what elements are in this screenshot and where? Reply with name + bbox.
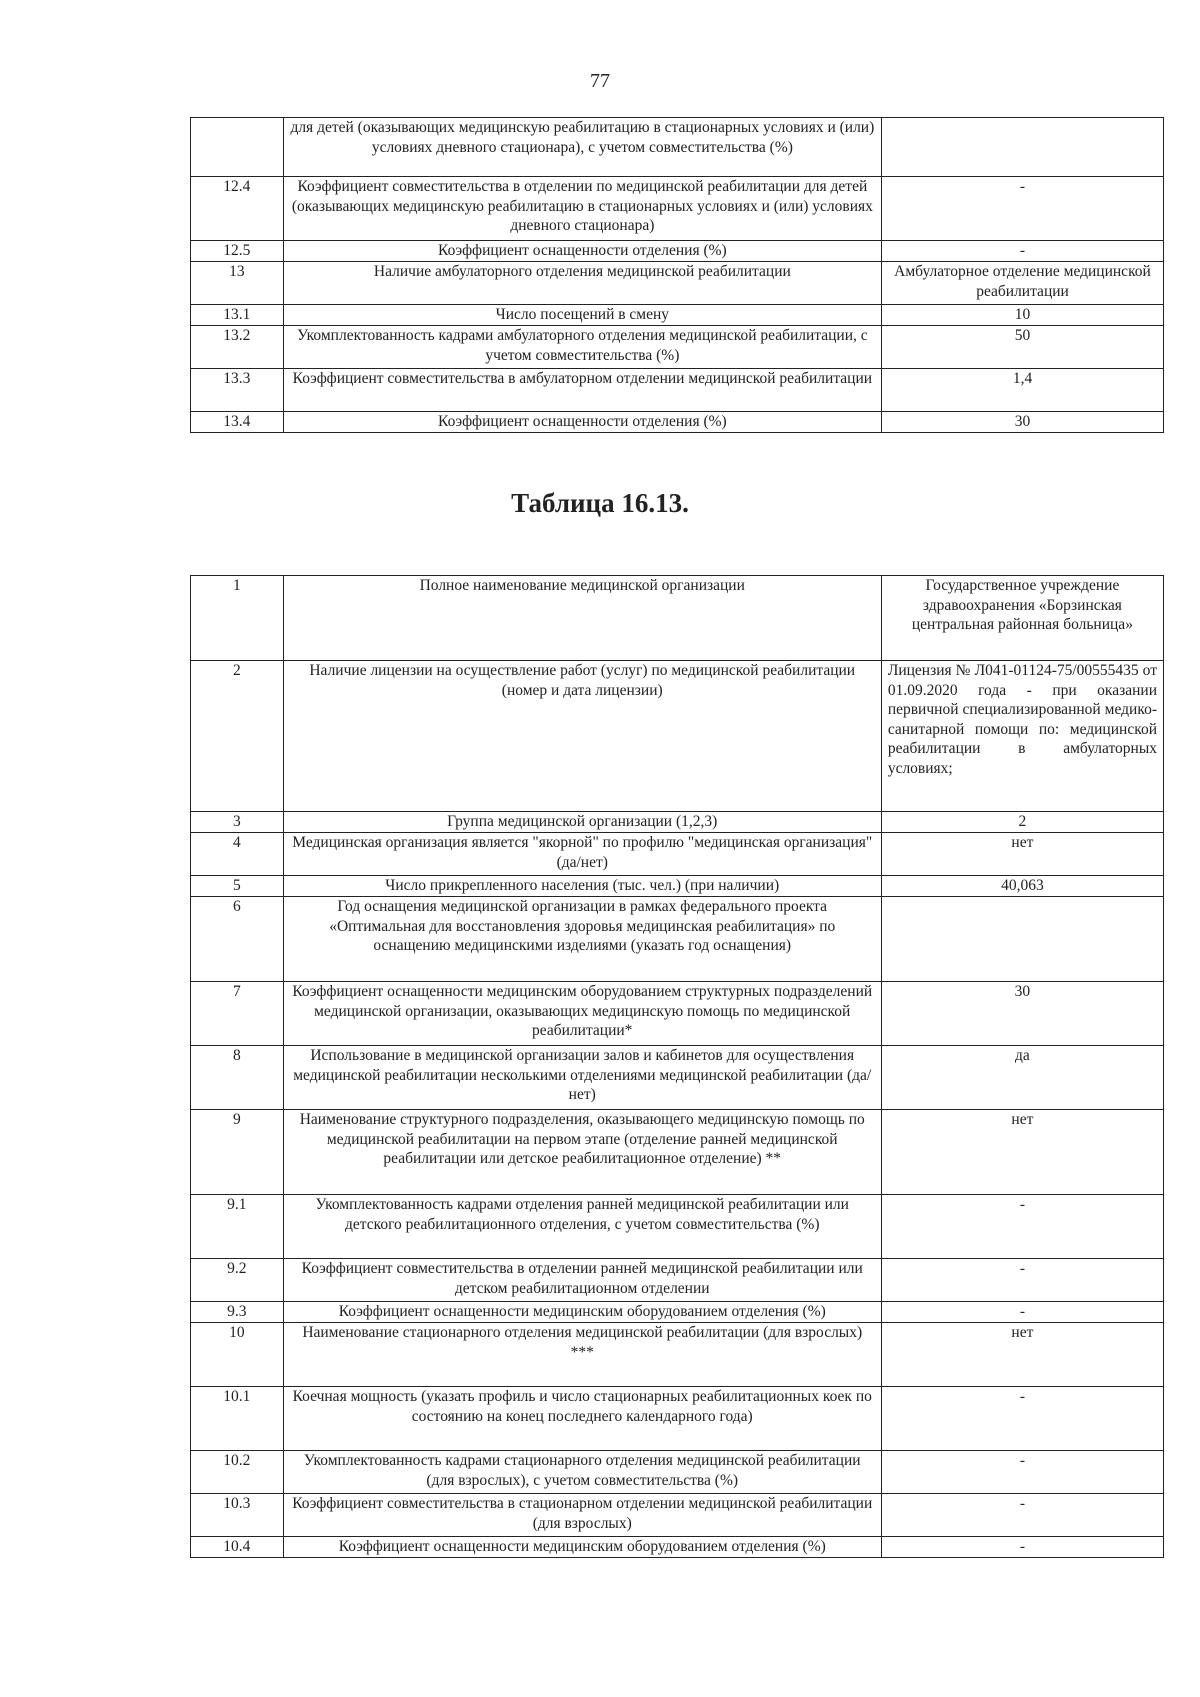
table-row: [191, 1195, 1164, 1259]
table-row: [191, 1537, 1164, 1558]
row-description: Наименование стационарного отделения медицинской реабилитации (для взрослых) ***: [283, 1323, 881, 1387]
row-value: 30: [881, 982, 1163, 1046]
row-value: [881, 897, 1163, 982]
row-value: 10: [882, 305, 1164, 326]
row-value: нет: [881, 1323, 1163, 1387]
row-description: Группа медицинской организации (1,2,3): [283, 812, 881, 833]
row-value: 2: [881, 812, 1163, 833]
row-description: Коэффициент оснащенности медицинским оборудованием структурных подразделений медицинской организации, оказывающих медицинскую помощь по медицинской реабилитации*: [283, 982, 881, 1046]
table-row: [191, 1451, 1164, 1494]
row-number: 13: [191, 262, 284, 305]
row-value: Амбулаторное отделение медицинской реабилитации: [882, 262, 1164, 305]
table-row: [191, 1494, 1164, 1537]
table-row: [191, 876, 1164, 897]
table-row: [191, 833, 1164, 876]
table-row: [191, 305, 1164, 326]
row-value: нет: [881, 833, 1163, 876]
row-value: -: [881, 1537, 1163, 1558]
row-number: 13.2: [191, 326, 284, 369]
row-value: -: [882, 177, 1164, 241]
row-number: 10.2: [191, 1451, 284, 1494]
row-number: 13.4: [191, 412, 284, 433]
table-row: [191, 412, 1164, 433]
table-row: [191, 369, 1164, 412]
row-description: Наличие амбулаторного отделения медицинской реабилитации: [283, 262, 881, 305]
table-row: [191, 262, 1164, 305]
row-description: Коэффициент оснащенности отделения (%): [283, 412, 881, 433]
table-row: [191, 177, 1164, 241]
row-number: 12.5: [191, 241, 284, 262]
row-value: -: [881, 1195, 1163, 1259]
row-number: 5: [191, 876, 284, 897]
row-description: для детей (оказывающих медицинскую реабилитацию в стационарных условиях и (или) условиях дневного стационара), с учетом совместительства (%): [283, 118, 881, 177]
row-number: 9.2: [191, 1259, 284, 1302]
row-value: -: [881, 1494, 1163, 1537]
table-row: [191, 1323, 1164, 1387]
row-value: Государственное учреждение здравоохранения «Борзинская центральная районная больница»: [881, 576, 1163, 661]
row-description: Год оснащения медицинской организации в рамках федерального проекта «Оптимальная для восстановления здоровья медицинская реабилитация» по оснащению медицинскими изделиями (указать год оснащения): [283, 897, 881, 982]
row-description: Коэффициент совместительства в амбулаторном отделении медицинской реабилитации: [283, 369, 881, 412]
row-description: Коэффициент совместительства в отделении по медицинской реабилитации для детей (оказывающих медицинскую реабилитацию в стационарных условиях и (или) условиях дневного стационара): [283, 177, 881, 241]
row-number: 13.3: [191, 369, 284, 412]
row-description: Полное наименование медицинской организации: [283, 576, 881, 661]
row-number: 1: [191, 576, 284, 661]
row-description: Коэффициент совместительства в стационарном отделении медицинской реабилитации (для взрослых): [283, 1494, 881, 1537]
row-value: -: [881, 1259, 1163, 1302]
row-description: Использование в медицинской организации залов и кабинетов для осуществления медицинской реабилитации несколькими отделениями медицинской реабилитации (да/нет): [283, 1046, 881, 1110]
row-description: Медицинская организация является "якорной" по профилю "медицинская организация" (да/нет): [283, 833, 881, 876]
table-row: [191, 576, 1164, 661]
row-number: 4: [191, 833, 284, 876]
row-description: Укомплектованность кадрами отделения ранней медицинской реабилитации или детского реабилитационного отделения, с учетом совместительства (%): [283, 1195, 881, 1259]
row-number: [191, 118, 284, 177]
row-description: Коэффициент оснащенности медицинским оборудованием отделения (%): [283, 1537, 881, 1558]
row-description: Коэффициент совместительства в отделении ранней медицинской реабилитации или детском реабилитационном отделении: [283, 1259, 881, 1302]
table-row: [191, 812, 1164, 833]
row-number: 7: [191, 982, 284, 1046]
table-row: [191, 118, 1164, 177]
table-row: [191, 326, 1164, 369]
main-table: [190, 575, 1164, 1558]
row-description: Коэффициент оснащенности отделения (%): [283, 241, 881, 262]
table-row: [191, 241, 1164, 262]
license-value: [881, 661, 1163, 812]
continued-table: [190, 117, 1164, 433]
row-description: Укомплектованность кадрами стационарного отделения медицинской реабилитации (для взрослых), с учетом совместительства (%): [283, 1451, 881, 1494]
table-row: [191, 1302, 1164, 1323]
row-description: Наличие лицензии на осуществление работ (услуг) по медицинской реабилитации (номер и дата лицензии): [283, 661, 881, 812]
table-row: [191, 897, 1164, 982]
table-title: Таблица 16.13.: [511, 488, 689, 518]
row-value: -: [881, 1451, 1163, 1494]
row-number: 10.1: [191, 1387, 284, 1451]
row-value: -: [881, 1387, 1163, 1451]
row-number: 10: [191, 1323, 284, 1387]
table-row: [191, 1046, 1164, 1110]
row-description: Число посещений в смену: [283, 305, 881, 326]
row-description: Коечная мощность (указать профиль и число стационарных реабилитационных коек по состоянию на конец последнего календарного года): [283, 1387, 881, 1451]
row-value: да: [881, 1046, 1163, 1110]
page-number: 77: [590, 70, 610, 92]
row-number: 2: [191, 661, 284, 812]
table-row: [191, 661, 1164, 812]
row-number: 3: [191, 812, 284, 833]
row-value: [882, 118, 1164, 177]
table-row: [191, 1387, 1164, 1451]
row-description: Наименование структурного подразделения, оказывающего медицинскую помощь по медицинской реабилитации на первом этапе (отделение ранней медицинской реабилитации или детское реабилитационное отделение) **: [283, 1110, 881, 1195]
row-description: Укомплектованность кадрами амбулаторного отделения медицинской реабилитации, с учетом совместительства (%): [283, 326, 881, 369]
row-number: 8: [191, 1046, 284, 1110]
row-number: 9: [191, 1110, 284, 1195]
row-value: -: [882, 241, 1164, 262]
table-row: [191, 1259, 1164, 1302]
row-value: -: [881, 1302, 1163, 1323]
row-number: 6: [191, 897, 284, 982]
row-description: Число прикрепленного населения (тыс. чел.) (при наличии): [283, 876, 881, 897]
table-row: [191, 982, 1164, 1046]
row-value: Лицензия № Л041-01124-75/00555435 от 01.09.2020 года - при оказании первичной специализированной медико-санитарной помощи по: медицинской реабилитации в амбулаторных условиях;: [887, 662, 1157, 777]
row-value: нет: [881, 1110, 1163, 1195]
row-description: Коэффициент оснащенности медицинским оборудованием отделения (%): [283, 1302, 881, 1323]
row-number: 9.1: [191, 1195, 284, 1259]
row-number: 10.4: [191, 1537, 284, 1558]
row-value: 30: [882, 412, 1164, 433]
table-row: [191, 1110, 1164, 1195]
row-number: 12.4: [191, 177, 284, 241]
row-number: 10.3: [191, 1494, 284, 1537]
row-value: 1,4: [882, 369, 1164, 412]
row-number: 13.1: [191, 305, 284, 326]
row-value: 40,063: [881, 876, 1163, 897]
row-number: 9.3: [191, 1302, 284, 1323]
row-value: 50: [882, 326, 1164, 369]
